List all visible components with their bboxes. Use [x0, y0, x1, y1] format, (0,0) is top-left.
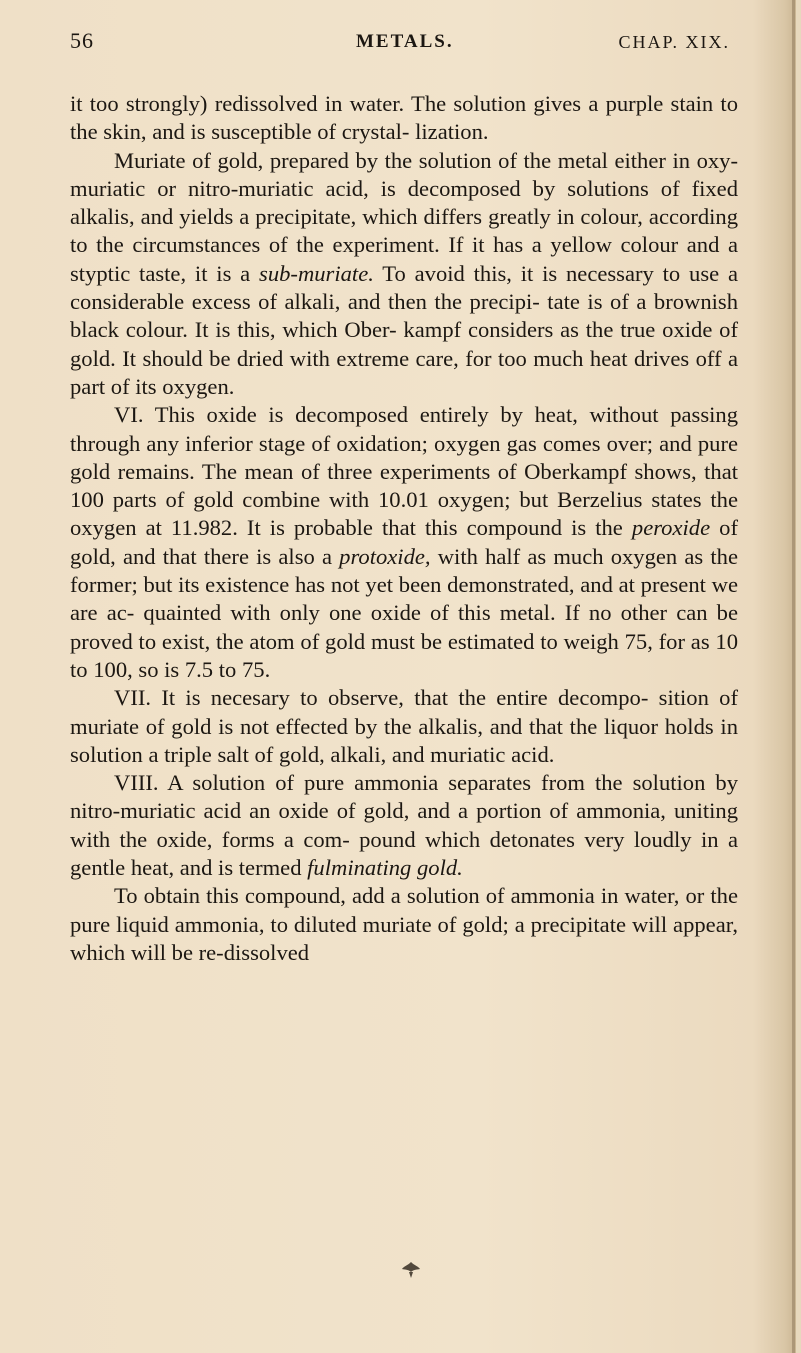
page-edge-shadow [792, 0, 795, 1353]
body-text [70, 90, 738, 967]
text-run: it too strongly) redissolved in water. The solution gives a purple stain to the skin, and is susceptible of crystal- lization. [70, 91, 738, 145]
text-run: Muriate of gold, prepared by the solution of the metal either in oxy-muriatic or nitro-muriatic acid, is decomposed by solutions of fixed alkalis, and yields a precipitate, which differs greatly in colour, according to the circumstances of the experiment. If it has a yellow colour and a styptic taste, it is a [70, 147, 738, 286]
italic-term: peroxide [631, 515, 711, 541]
text-run: VI. This oxide is decomposed entirely by heat, without passing through any inferior stage of oxidation; oxygen gas comes over; and pure gold remains. The mean of three experiments of Oberkampf shows, that 100 parts of gold combine with 10.01 oxygen; but Berzelius states the oxygen at 11.982. It is probable that this compound is the [70, 402, 738, 541]
printer-ornament-icon [400, 1260, 422, 1280]
chapter-label: CHAP. XIX. [618, 32, 730, 52]
page-number: 56 [70, 28, 94, 53]
text-run: To avoid this, it is necessary to use a considerable excess of alkali, and then the precipi- tate is of a brownish black colour. It is this, which Ober- kampf considers as the true oxide of gold. It should be dried with extreme care, for too much heat drives off a part of its oxygen. [70, 260, 738, 399]
paragraph [70, 882, 738, 967]
paragraph [70, 684, 738, 769]
page-edge [796, 0, 801, 1353]
italic-term: fulminating gold. [307, 855, 463, 881]
page-header [70, 28, 730, 68]
italic-term: protoxide, [339, 543, 431, 569]
text-run: VIII. A solution of pure ammonia separates from the solution by nitro-muriatic acid an oxide of gold, and a portion of ammonia, uniting with the oxide, forms a com- pound which detonates very loudly in a gentle heat, and is termed [70, 770, 738, 881]
running-title: METALS. [356, 31, 454, 52]
text-run: of gold, and that there is also a [70, 515, 738, 569]
italic-term: sub-muriate. [259, 260, 374, 286]
text-run: To obtain this compound, add a solution of ammonia in water, or the pure liquid ammonia, to diluted muriate of gold; a precipitate will appear, which will be re-dissolved [70, 883, 738, 965]
paragraph [70, 401, 738, 684]
text-run: VII. It is necesary to observe, that the entire decompo- sition of muriate of gold is not effected by the alkalis, and that the liquor holds in solution a triple salt of gold, alkali, and muriatic acid. [70, 685, 738, 767]
paragraph [70, 769, 738, 882]
paragraph [70, 147, 738, 402]
text-run: with half as much oxygen as the former; but its existence has not yet been demonstrated, and at present we are ac- quainted with only one oxide of this metal. If no other can be proved to exist, the atom of gold must be estimated to weigh 75, for as 10 to 100, so is 7.5 to 75. [70, 543, 738, 682]
paragraph [70, 90, 738, 147]
